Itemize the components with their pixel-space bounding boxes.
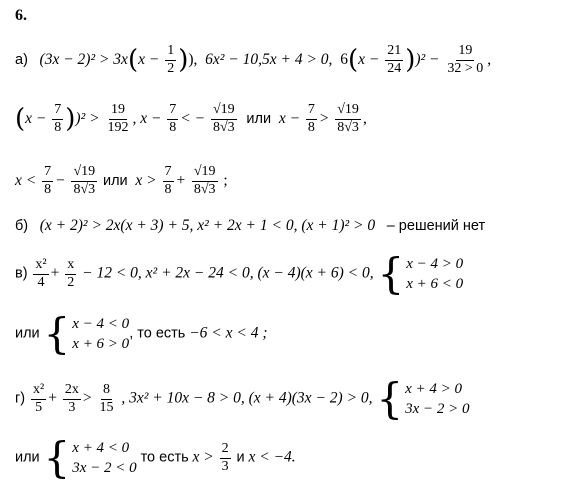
fraction: $\frac{2x}{3}$ xyxy=(64,381,79,415)
part-a-label: а) xyxy=(15,51,28,68)
fraction: $\frac{21}{24}$ xyxy=(387,43,402,76)
fraction: $\frac{8}{15}$ xyxy=(99,381,114,415)
part-a-line-3: x < $\frac{7}{8}$ − $\frac{√19}{8√3}$ или x > $\frac{7}{8}$ + $\frac{√19}{8√3}$ ; xyxy=(15,164,228,197)
or-word: или xyxy=(246,110,272,127)
fraction: $\frac{7}{8}$ xyxy=(44,164,52,197)
fraction: $\frac{√19}{8√3}$ xyxy=(337,102,359,135)
fraction: $\frac{√19}{8√3}$ xyxy=(212,102,235,135)
part-a-line-2: (x − $\frac{7}{8}$ ))² > $\frac{19}{192}$ , x − $\frac{7}{8}$ < − $\frac{√19}{8√3}$ или x − $\frac{7}{8}$ > $\frac{√19}{8√3}$ , xyxy=(15,102,367,135)
part-g-result: x < −4. xyxy=(248,448,296,466)
part-b-math: (x + 2)² > 2x(x + 3) + 5, x² + 2x + 1 < 0, (x + 1)² > 0 xyxy=(39,217,376,234)
part-b-label: б) xyxy=(15,218,29,234)
fraction: $\frac{7}{8}$ xyxy=(164,164,172,197)
part-v-line-1: в) $\frac{\text{x²}}{4}$ + $\frac{x}{2}$ − 12 < 0, x² + 2x − 24 < 0, (x − 4)(x + 6) < 0, { x − 4 > 0 x + 6 < 0 xyxy=(15,249,464,298)
or-word: или xyxy=(103,172,128,189)
fraction: $\frac{\text{x²}}{5}$ xyxy=(33,381,45,415)
fraction: $\frac{19}{192}$ xyxy=(107,102,129,135)
system: x − 4 > 0 x + 6 < 0 xyxy=(406,255,464,292)
part-v-result: −6 < x < 4 ; xyxy=(189,324,268,342)
part-g-line-1: г) $\frac{\text{x²}}{5}$ + $\frac{2x}{3}$ > $\frac{8}{15}$ , 3x² + 10x − 8 > 0, (x + 4)(3x − 2) > 0, { x + 4 > 0 3x − 2 > 0 xyxy=(15,374,470,423)
part-g-label: г) xyxy=(15,390,26,407)
fraction: $\frac{19}{32 > 0}$ xyxy=(447,43,484,76)
fraction: $\frac{1}{2}$ xyxy=(167,43,175,76)
system: x + 4 > 0 3x − 2 > 0 xyxy=(405,380,470,417)
part-g-line-2: или { x + 4 < 0 3x − 2 < 0 то есть x > $\frac{2}{3}$ и x < −4. xyxy=(15,433,296,482)
part-v-math: − 12 < 0, x² + 2x − 24 < 0, (x − 4)(x + 6) < 0, xyxy=(82,264,374,282)
system: x − 4 < 0 x + 6 > 0 xyxy=(72,315,130,352)
fraction: $\frac{√19}{8√3}$ xyxy=(73,164,96,197)
system: x + 4 < 0 3x − 2 < 0 xyxy=(72,439,137,476)
fraction: $\frac{√19}{8√3}$ xyxy=(193,164,216,197)
part-b-conclusion: – решений нет xyxy=(386,218,486,234)
fraction: $\frac{7}{8}$ xyxy=(307,102,315,135)
part-g-math: , 3x² + 10x − 8 > 0, (x + 4)(3x − 2) > 0, xyxy=(121,389,373,407)
fraction: $\frac{x}{2}$ xyxy=(67,256,75,290)
part-a-ineq2: 6x² − 10,5x + 4 > 0, xyxy=(205,50,333,68)
part-v-label: в) xyxy=(15,265,28,282)
fraction: $\frac{\text{x²}}{4}$ xyxy=(35,256,47,290)
part-a-line-1: а) (3x − 2)² > 3x(x − $\frac{1}{2}$ )), 6x² − 10,5x + 4 > 0, 6(x − $\frac{21}{24}$ ))² − $\frac{19}{32 > 0}$ , xyxy=(15,43,492,76)
fraction: $\frac{7}{8}$ xyxy=(169,102,177,135)
fraction: $\frac{2}{3}$ xyxy=(221,440,229,474)
fraction: $\frac{7}{8}$ xyxy=(54,102,62,135)
problem-number: 6. xyxy=(15,7,27,24)
or-word: или xyxy=(15,325,40,342)
part-b-line xyxy=(15,218,485,234)
part-v-line-2: или { x − 4 < 0 x + 6 > 0 , то есть −6 < x < 4 ; xyxy=(15,309,268,358)
part-a-ineq1-left: (3x − 2)² > 3x xyxy=(39,50,128,68)
or-word: или xyxy=(15,449,40,466)
